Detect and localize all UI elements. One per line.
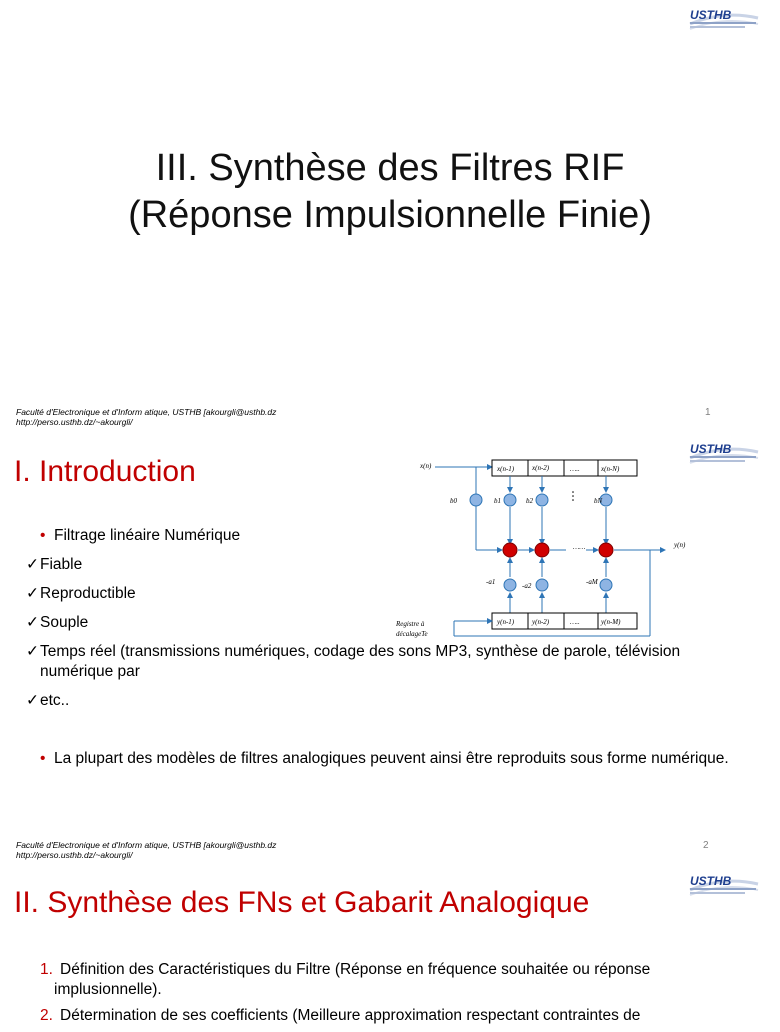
footer-slide1 [16,407,276,427]
top-cell-1: x(n-1) [497,465,515,473]
bullet-text: Filtrage linéaire Numérique [54,527,241,544]
bottom-cell-4: y(n-M) [601,618,621,626]
bullet-dot-icon: • [40,750,46,767]
label-b0: b0 [450,497,457,505]
checkmark-icon: ✓ [26,692,39,709]
page-number-1: 1 [705,407,711,418]
section-heading-introduction: I. Introduction [14,455,196,488]
introduction-content [26,526,750,720]
check-text: Fiable [40,556,83,573]
svg-text:USTHB: USTHB [690,874,732,888]
check-text: Souple [40,614,89,631]
bullet-item [40,526,750,546]
item-number: 1. [40,961,53,978]
item-text: Détermination de ses coefficients (Meilleure approximation respectant contraintes de [60,1007,641,1024]
check-item [26,584,750,604]
adder-dots: …… [573,543,586,551]
usthb-logo-icon [688,870,760,904]
diagram-input-label: x(n) [420,462,432,470]
usthb-logo-icon [688,438,760,472]
footer-affiliation: Faculté d'Electronique et d'Inform atique, USTHB [akourgli@usthb.dz [16,407,277,417]
check-item [26,555,750,575]
introduction-conclusion [40,749,750,778]
check-text: Reproductible [40,585,136,602]
section-heading-synthese: II. Synthèse des FNs et Gabarit Analogique [14,886,590,919]
label-b1: b1 [494,497,501,505]
checkmark-icon: ✓ [26,643,39,660]
check-item [26,613,750,633]
usthb-logo-icon [688,4,760,38]
check-item [26,691,750,711]
item-number: 2. [40,1007,53,1024]
bullet-dot-icon: • [40,527,46,544]
bullet-text: La plupart des modèles de filtres analogiques peuvent ainsi être reproduits sous forme numérique. [54,750,729,767]
bottom-cell-3: ….. [570,618,580,626]
multiplier-b2 [536,494,548,506]
slide-title-line1: III. Synthèse des Filtres RIF [155,147,625,189]
bottom-cell-1: y(n-1) [497,618,515,626]
checkmark-icon: ✓ [26,614,39,631]
label-bn: bN [594,497,603,505]
numbered-item [40,1006,740,1026]
slide-title [0,0,768,405]
multiplier-b1 [504,494,516,506]
diagram-output-label: y(n) [674,541,686,549]
register-label-2: décalageTe [396,630,428,638]
footer-url: http://perso.usthb.dz/~akourgli/ [16,417,133,427]
page-number-2: 2 [703,840,709,851]
label-b2: b2 [526,497,533,505]
usthb-logo [688,4,760,38]
check-item [26,642,740,682]
check-text: etc.. [40,692,70,709]
label-a1: -a1 [486,578,496,586]
top-cell-2: x(n-2) [532,464,550,472]
multiplier-b0 [470,494,482,506]
bullet-item [40,749,750,769]
svg-text:USTHB: USTHB [690,442,732,456]
synthese-steps [40,960,740,1032]
checkmark-icon: ✓ [26,585,39,602]
footer-affiliation: Faculté d'Electronique et d'Inform atique, USTHB [akourgli@usthb.dz [16,840,277,850]
check-text: Temps réel (transmissions numériques, codage des sons MP3, synthèse de parole, télévision numérique par [40,643,681,680]
svg-text:USTHB: USTHB [690,8,732,22]
footer-url: http://perso.usthb.dz/~akourgli/ [16,850,133,860]
top-cell-3: ….. [570,465,580,473]
numbered-item [40,960,740,1000]
footer-slide2 [16,840,276,860]
bottom-cell-2: y(n-2) [532,618,550,626]
item-text: Définition des Caractéristiques du Filtre (Réponse en fréquence souhaitée ou réponse implusionnelle). [54,961,651,998]
usthb-logo [688,438,760,472]
usthb-logo [688,870,760,904]
checkmark-icon: ✓ [26,556,39,573]
top-cell-4: x(n-N) [601,465,620,473]
register-label-1: Registre à [396,620,425,628]
label-am: -aM [586,578,598,586]
label-a2: -a2 [522,582,532,590]
slide-title-line2: (Réponse Impulsionnelle Finie) [128,194,652,236]
